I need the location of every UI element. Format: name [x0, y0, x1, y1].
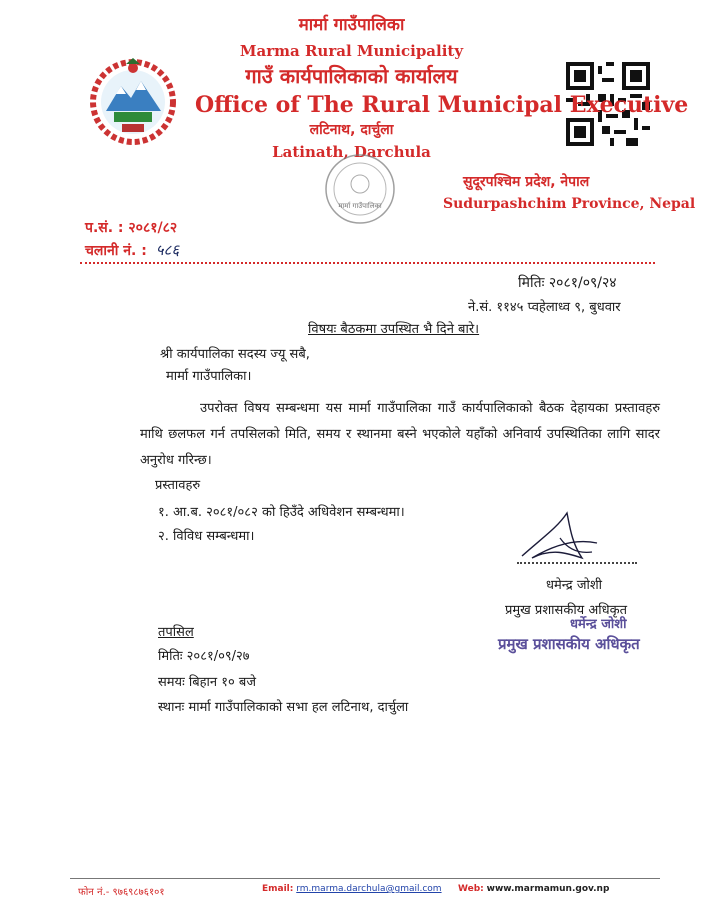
stamp-signatory-title: प्रमुख प्रशासकीय अधिकृत	[498, 635, 640, 653]
email-link[interactable]: rm.marma.darchula@gmail.com	[296, 884, 442, 894]
recipient-line-1: श्री कार्यपालिका सदस्य ज्यू सबै,	[160, 347, 310, 362]
letter-body: उपरोक्त विषय सम्बन्धमा यस मार्मा गाउँपालिका गाउँ कार्यपालिकाको बैठक देहायका प्रस्तावहरु माथि छलफल गर्न तपसिलको मिति, समय र स्थानमा बस्ने भएकोले यहाँको अनिवार्य उपस्थितिका लागि सादर अनुरोध गरिन्छ।	[140, 401, 660, 468]
chalani-row	[85, 240, 179, 260]
office-name-nepali: गाउँ कार्यपालिकाको कार्यालय	[245, 64, 458, 88]
web-label: Web:	[458, 884, 484, 894]
meeting-date: मितिः २०८१/०९/२७	[158, 649, 250, 664]
footer-divider	[70, 878, 660, 879]
proposal-item: १. आ.ब. २०८१/०८२ को हिउँदे अधिवेशन सम्बन्धमा।	[158, 505, 405, 520]
meeting-time: समयः बिहान १० बजे	[158, 675, 256, 690]
proposal-item: २. विविध सम्बन्धमा।	[158, 529, 255, 544]
municipality-name-english: Marma Rural Municipality	[239, 42, 464, 60]
recipient-line-2: मार्मा गाउँपालिका।	[166, 369, 252, 384]
footer-web	[458, 884, 609, 894]
nepal-sambat-date: ने.सं. ११४५ प्वहेलाध्व ९, बुधवार	[468, 300, 621, 315]
province-nepali: सुदूरपश्चिम प्रदेश, नेपाल	[463, 174, 590, 190]
letter-subject: विषयः बैठकमा उपस्थित भै दिने बारे।	[308, 322, 480, 337]
footer-email	[262, 884, 442, 894]
footer-phone: फोन नं.- ९७६९८७६१०१	[78, 887, 165, 898]
seal-text: मार्मा गाउँपालिका	[338, 202, 382, 210]
office-seal-stamp	[323, 150, 398, 228]
signatory-name: धमेन्द्र जोशी	[546, 578, 603, 593]
signatory-title: प्रमुख प्रशासकीय अधिकृत	[505, 603, 628, 618]
province-english: Sudurpashchim Province, Nepal	[443, 196, 696, 212]
chalani-number: ५८६	[155, 241, 180, 259]
municipality-name-nepali: मार्मा गाउँपालिका	[298, 15, 405, 35]
header-divider	[80, 262, 655, 264]
ps-number: प.सं. : २०८१/८२	[85, 220, 178, 236]
letter-date: मितिः २०८१/०९/२४	[518, 275, 617, 291]
address-english: Latinath, Darchula	[272, 143, 431, 161]
office-name-english: Office of The Rural Municipal Executive	[195, 92, 689, 118]
email-label: Email:	[262, 884, 294, 894]
details-heading: तपसिल	[158, 625, 194, 640]
proposals-heading: प्रस्तावहरु	[155, 478, 201, 493]
meeting-place: स्थानः मार्मा गाउँपालिकाको सभा हल लटिनाथ, दार्चुला	[158, 700, 409, 715]
web-link[interactable]: www.marmamun.gov.np	[486, 884, 610, 894]
stamp-signatory-name: धर्मेन्द्र जोशी	[570, 617, 627, 632]
signature-line	[517, 562, 637, 564]
address-nepali: लटिनाथ, दार्चुला	[309, 122, 394, 138]
chalani-label: चलानी नं. :	[85, 243, 147, 259]
handwritten-signature	[512, 508, 602, 568]
